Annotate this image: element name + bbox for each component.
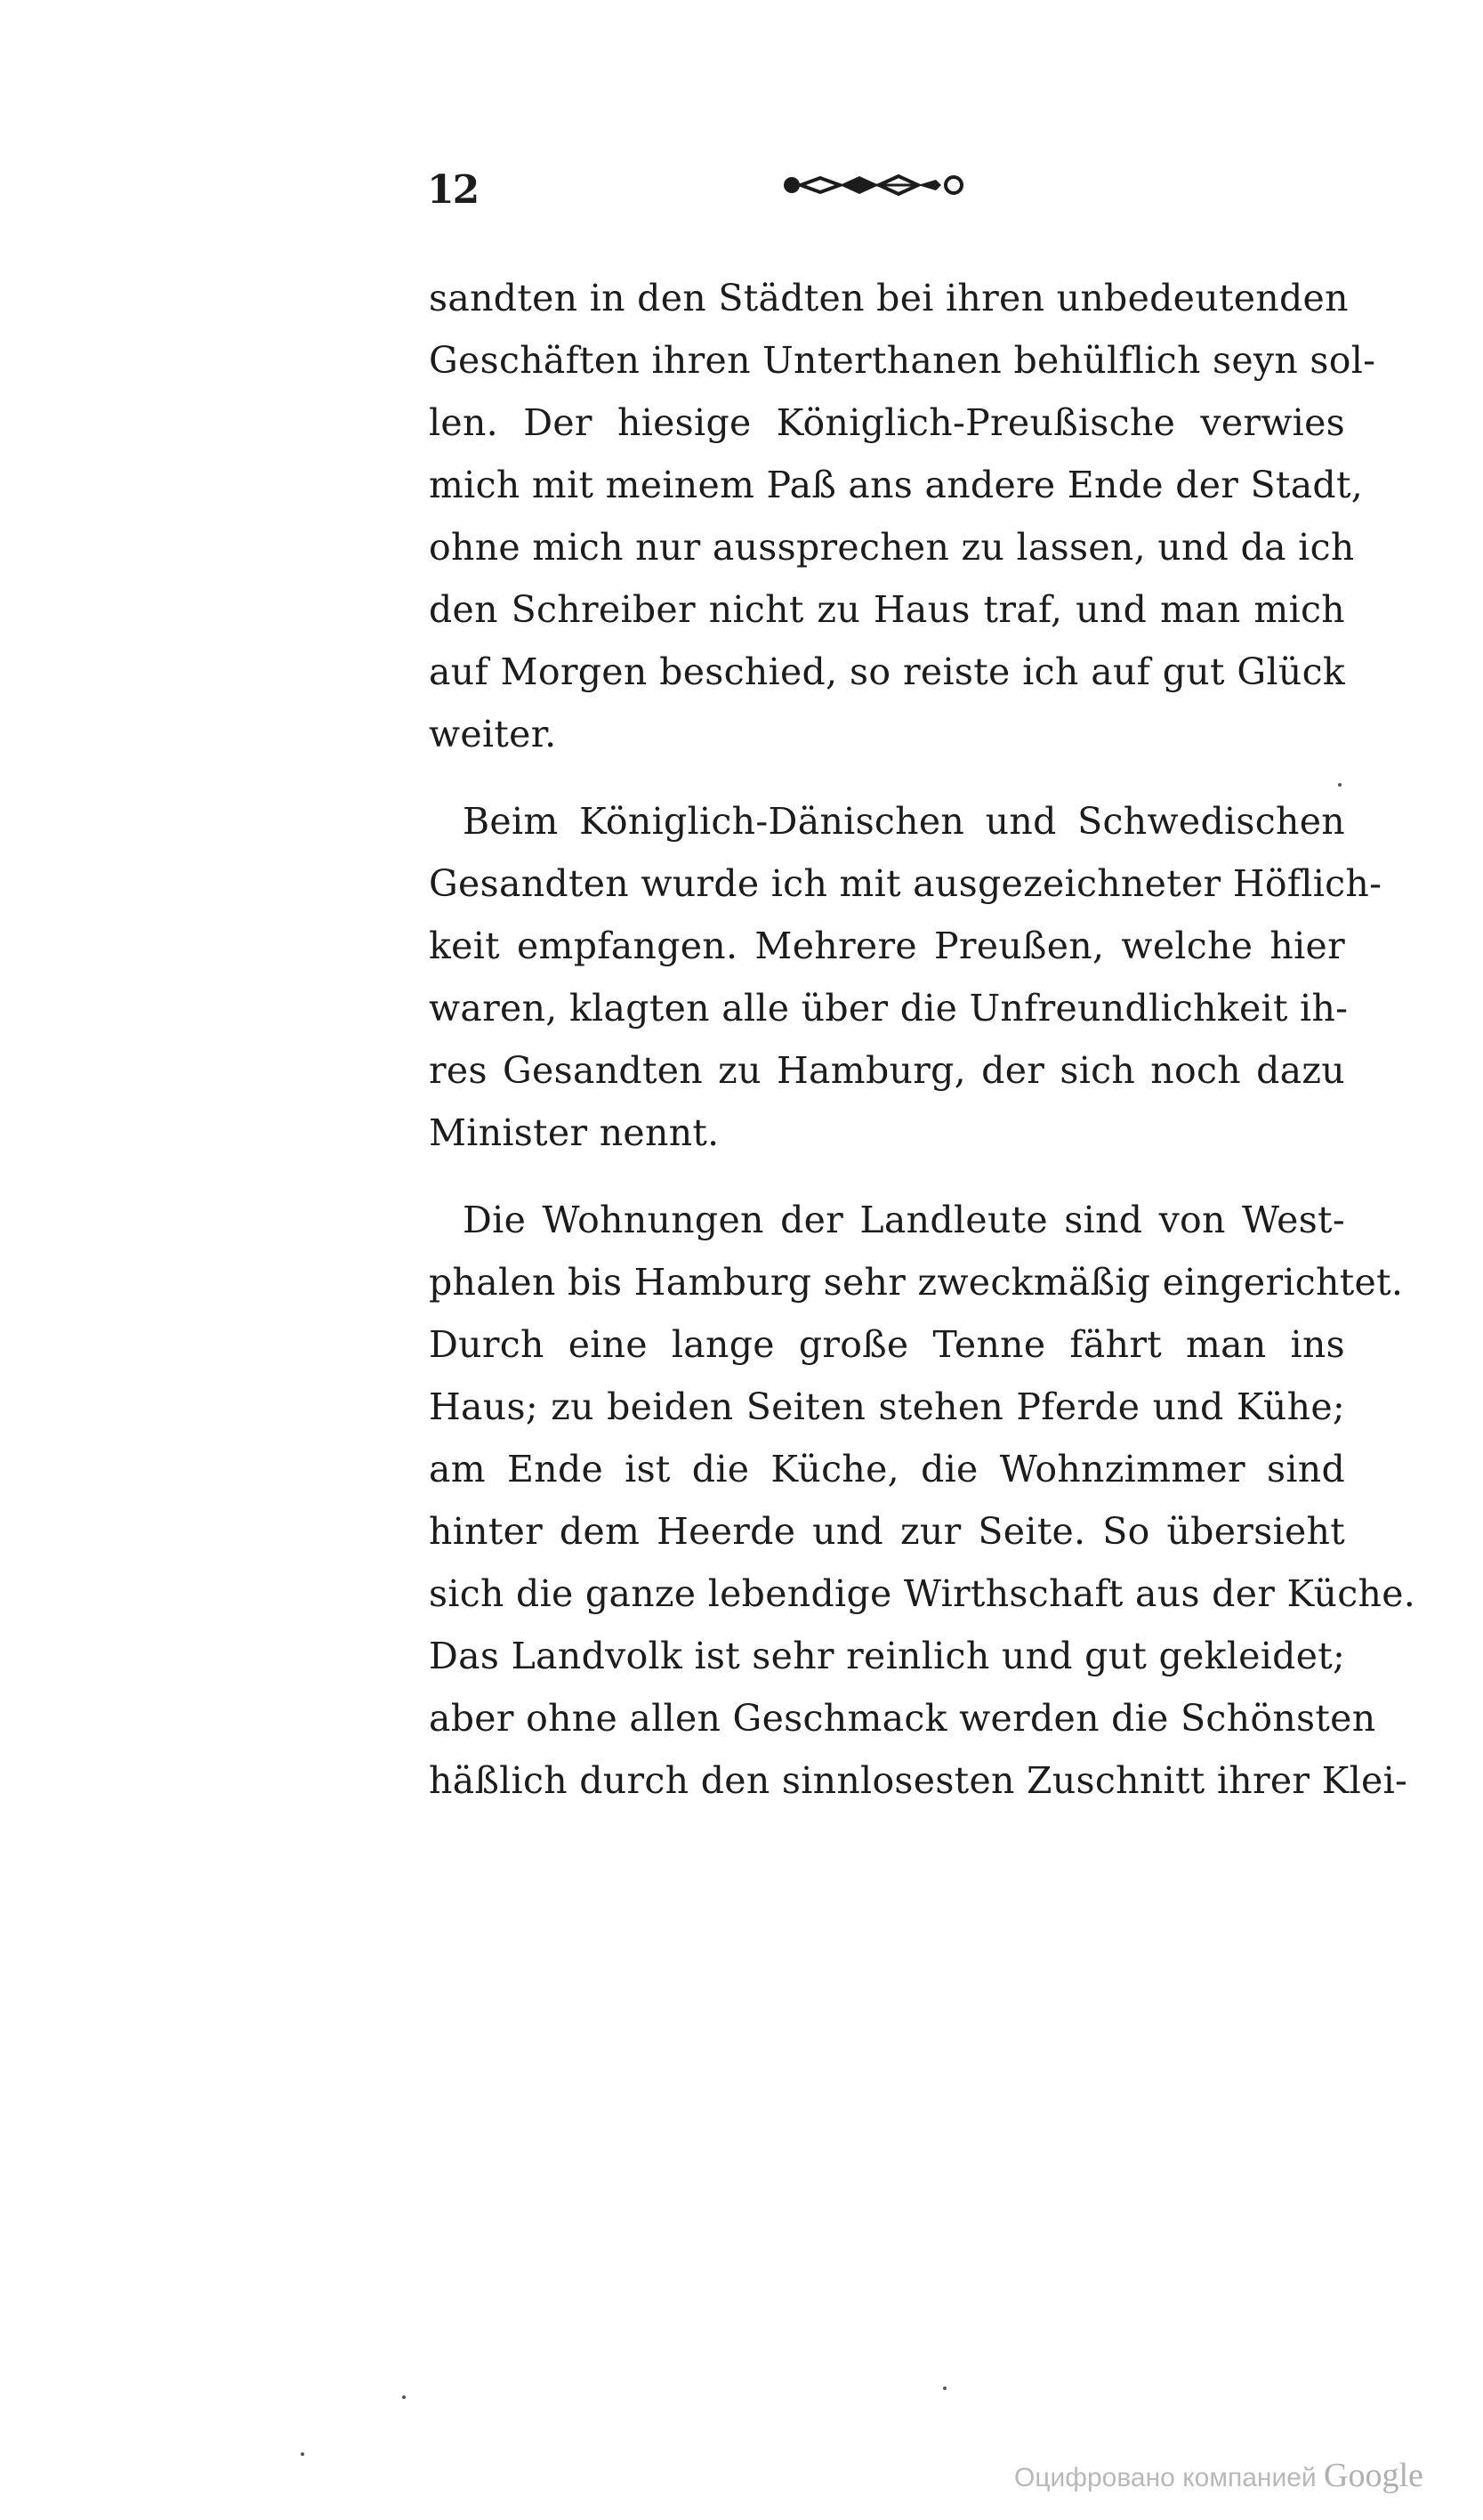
text-line: Haus; zu beiden Seiten stehen Pferde und Kühe; — [429, 1385, 1345, 1428]
text-line: weiter. — [429, 713, 557, 755]
ornament-divider-icon — [781, 166, 968, 205]
text-line: auf Morgen beschied, so reiste ich auf gut Glück — [429, 650, 1345, 693]
text-line: phalen bis Hamburg sehr zweckmäßig eingerichtet. — [429, 1261, 1404, 1304]
watermark-prefix: Оцифровано компанией — [1014, 2463, 1317, 2492]
text-line: sandten in den Städten bei ihren unbedeutenden — [429, 277, 1349, 319]
text-line: waren, klagten alle über die Unfreundlichkeit ih- — [429, 987, 1349, 1030]
scan-speck — [943, 2387, 947, 2390]
text-line: Durch eine lange große Tenne fährt man ins — [429, 1323, 1345, 1366]
scan-speck — [402, 2395, 406, 2399]
digitization-watermark — [1014, 2456, 1423, 2495]
text-line: Die Wohnungen der Landleute sind von West- — [463, 1199, 1345, 1241]
text-line: Gesandten wurde ich mit ausgezeichneter Höflich- — [429, 862, 1382, 905]
scan-speck — [1338, 783, 1342, 787]
scan-speck — [301, 2452, 304, 2456]
text-line: keit empfangen. Mehrere Preußen, welche hier — [429, 925, 1345, 967]
text-line: len. Der hiesige Königlich-Preußische verwies — [429, 401, 1345, 444]
text-line: Das Landvolk ist sehr reinlich und gut gekleidet; — [429, 1635, 1346, 1677]
text-line: sich die ganze lebendige Wirthschaft aus der Küche. — [429, 1572, 1416, 1615]
text-line: ohne mich nur aussprechen zu lassen, und da ich — [429, 526, 1355, 569]
text-line: hinter dem Heerde und zur Seite. So übersieht — [429, 1510, 1345, 1553]
page-number: 12 — [427, 167, 479, 213]
text-line: res Gesandten zu Hamburg, der sich noch dazu — [429, 1049, 1345, 1092]
text-line: den Schreiber nicht zu Haus traf, und man mich — [429, 588, 1345, 631]
text-line: am Ende ist die Küche, die Wohnzimmer sind — [429, 1448, 1345, 1490]
text-line: Minister nennt. — [429, 1111, 720, 1154]
watermark-brand: Google — [1324, 2457, 1423, 2494]
body-text — [429, 267, 1416, 1812]
text-line: häßlich durch den sinnlosesten Zuschnitt ihrer Klei- — [429, 1759, 1408, 1802]
text-line: aber ohne allen Geschmack werden die Schönsten — [429, 1697, 1376, 1740]
text-line: Geschäften ihren Unterthanen behülflich seyn sol- — [429, 339, 1376, 382]
text-line: Beim Königlich-Dänischen und Schwedischen — [463, 800, 1345, 843]
text-line: mich mit meinem Paß ans andere Ende der Stadt, — [429, 464, 1364, 506]
